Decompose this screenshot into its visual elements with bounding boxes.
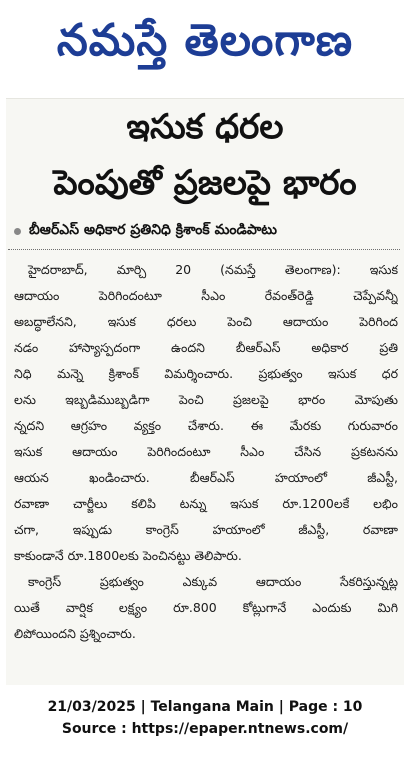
body-line: కాంగ్రెస్ ప్రభుత్వం ఎక్కువ ఆదాయం సేకరిస్తున్నట్ల xyxy=(28,574,398,589)
news-clipping xyxy=(6,98,404,685)
body-line: లను ఇబ్బడిముబ్బడిగా పెంచి ప్రజలపై భారం మోపుతు xyxy=(14,392,398,407)
headline-line-2: పెంపుతో ప్రజలపై భారం xyxy=(53,163,357,203)
subheadline-text: బీఆర్ఎస్ అధికార ప్రతినిధి క్రిశాంక్ మండిపాటు xyxy=(29,221,277,238)
body-line: ఆయన ఖండించారు. బీఆర్ఎస్ హయాంలో జీఎస్టీ, xyxy=(14,470,398,485)
newspaper-masthead xyxy=(0,0,410,92)
body-line: కాకుండానే రూ.1800లకు పెంచినట్టు తెలిపారు. xyxy=(14,548,242,563)
body-line: నిధి మన్నె క్రిశాంక్ విమర్శించారు. ప్రభుత్వం ఇసుక ధర xyxy=(14,366,398,381)
page-footer xyxy=(0,696,410,740)
dotted-divider xyxy=(8,249,400,250)
body-line: చగా, ఇప్పుడు కాంగ్రెస్ హయాంలో జీఎస్టీ, రవాణా xyxy=(14,522,398,537)
body-line: యితే వార్షిక లక్ష్యం రూ.800 కోట్లుగానే ఎందుకు మిగి xyxy=(14,600,398,615)
body-line: న్నదని ఆగ్రహం వ్యక్తం చేశారు. ఈ మేరకు గురువారం xyxy=(14,418,398,433)
bullet-dot-icon xyxy=(14,228,21,235)
headline-line-1: ఇసుక ధరల xyxy=(126,107,284,147)
body-line: నడం హాస్యాస్పదంగా ఉందని బీఆర్ఎస్ అధికార ప్రతి xyxy=(14,340,398,355)
article-body xyxy=(14,257,398,647)
body-line: ఇసుక ఆదాయం పెరిగిందంటూ సీఎం చేసిన ప్రకటనను xyxy=(14,444,398,459)
footer-source: Source : https://epaper.ntnews.com/ xyxy=(61,721,349,737)
masthead-logo-text: నమస్తే తెలంగాణ xyxy=(56,15,354,66)
body-line: రవాణా చార్జీలు కలిపి టన్ను ఇసుక రూ.1200లకే లభిం xyxy=(14,496,398,511)
body-line: ఆదాయం పెరిగిందంటూ సీఎం రేవంత్‌రెడ్డి చెప్పేవన్నీ xyxy=(14,288,398,303)
body-line: అబద్ధాలేనని, ఇసుక ధరలు పెంచి ఆదాయం పెరిగింద xyxy=(14,314,398,329)
body-line: లిపోయిందని ప్రశ్నించారు. xyxy=(14,626,136,641)
body-line: హైదరాబాద్, మార్చి 20 (నమస్తే తెలంగాణ): ఇసుక xyxy=(28,262,398,277)
subheadline xyxy=(14,217,404,245)
footer-date-edition: 21/03/2025 | Telangana Main | Page : 10 xyxy=(47,699,363,715)
